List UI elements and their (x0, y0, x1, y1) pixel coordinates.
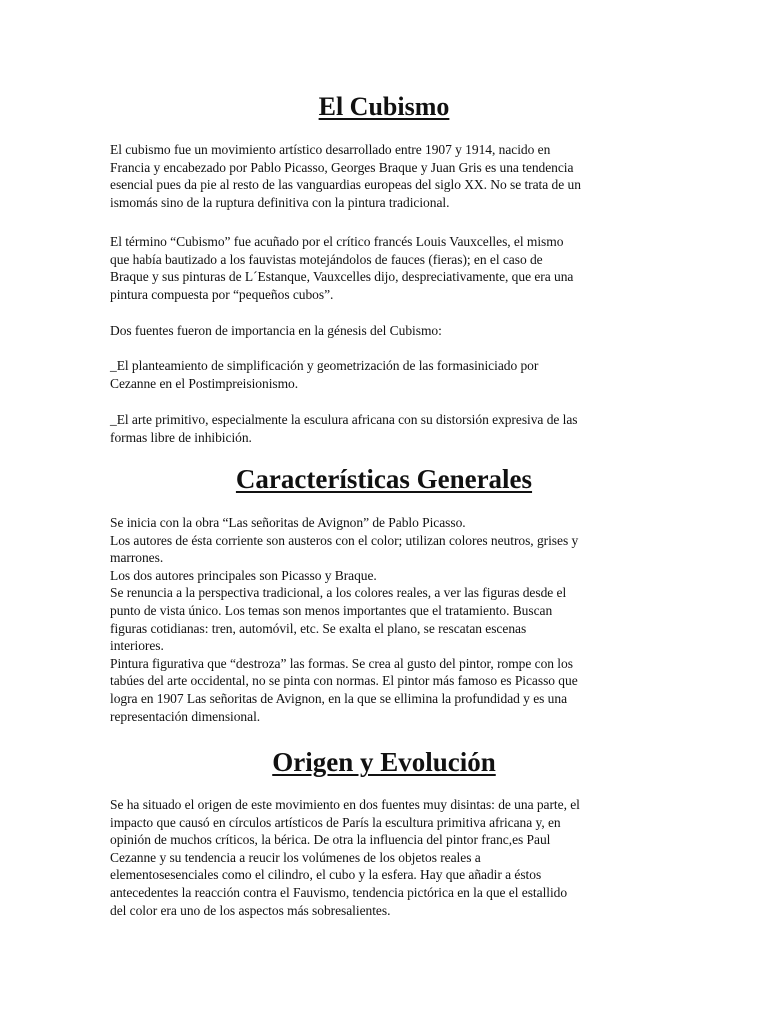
text-line: tabúes del arte occidental, no se pinta con normas. El pintor más famoso es Picasso que (110, 673, 578, 689)
text-line: pintura compuesta por “pequeños cubos”. (110, 286, 334, 302)
text-line: El término “Cubismo” fue acuñado por el crítico francés Louis Vauxcelles, el mismo (110, 234, 564, 249)
text-line: marrones. (110, 550, 164, 566)
text-line: punto de vista único. Los temas son menos importantes que el tratamiento. Buscan (110, 602, 553, 618)
text-line: que había bautizado a los fauvistas motejándolos de fauces (fieras); en el caso de (110, 251, 543, 267)
text-line: impacto que causó en círculos artísticos de París la escultura primitiva africana y, en (110, 814, 561, 830)
text-line: _El planteamiento de simplificación y geometrización de las formasiniciado por (110, 358, 539, 373)
text-line: elementosesenciales como el cilindro, el cubo y la esfera. Hay que añadir a éstos (110, 867, 542, 883)
source-one-paragraph (110, 357, 670, 392)
text-line: ismomás sino de la ruptura definitiva con la pintura tradicional. (110, 194, 450, 210)
text-line: Francia y encabezado por Pablo Picasso, Georges Braque y Juan Gris es una tendencia (110, 159, 574, 175)
term-paragraph (110, 233, 670, 303)
text-line: figuras cotidianas: tren, automóvil, etc. Se exalta el plano, se rescatan escenas (110, 620, 527, 636)
section-heading-origin: Origen y Evolución (272, 747, 496, 777)
text-line: interiores. (110, 638, 164, 654)
text-line: Los autores de ésta corriente son austeros con el color; utilizan colores neutros, grises y (110, 532, 579, 548)
text-line: Pintura figurativa que “destroza” las formas. Se crea al gusto del pintor, rompe con los (110, 655, 573, 671)
sources-intro-paragraph (110, 322, 670, 340)
text-line: _El arte primitivo, especialmente la esculura africana con su distorsión expresiva de las (110, 412, 578, 427)
text-line: representación dimensional. (110, 708, 261, 724)
text-line: del color era uno de los aspectos más sobresalientes. (110, 902, 391, 918)
text-line: Braque y sus pinturas de L´Estanque, Vauxcelles dijo, despreciativamente, que era una (110, 269, 574, 285)
text-line: Se ha situado el origen de este movimiento en dos fuentes muy disintas: de una parte, el (110, 797, 580, 812)
text-line: logra en 1907 Las señoritas de Avignon, en la que se ellimina la profundidad y es una (110, 690, 568, 706)
text-line: antecedentes la reacción contra el Fauvismo, tendencia pictórica en la que el estallido (110, 884, 568, 900)
intro-paragraph (110, 141, 670, 211)
text-line: esencial pues da pie al resto de las vanguardias europeas del siglo XX. No se trata de un (110, 177, 581, 193)
page-title: El Cubismo (318, 92, 450, 121)
section-heading-characteristics: Características Generales (235, 464, 533, 494)
text-line: El cubismo fue un movimiento artístico desarrollado entre 1907 y 1914, nacido en (110, 142, 551, 157)
text-line: Se inicia con la obra “Las señoritas de Avignon” de Pablo Picasso. (110, 515, 466, 530)
text-line: formas libre de inhibición. (110, 429, 252, 445)
text-line: Cezanne en el Postimpreisionismo. (110, 375, 299, 391)
text-line: Dos fuentes fueron de importancia en la génesis del Cubismo: (110, 323, 442, 338)
text-line: Se renuncia a la perspectiva tradicional, a los colores reales, a ver las figuras desde el (110, 585, 567, 601)
characteristics-paragraph (110, 514, 670, 725)
source-two-paragraph (110, 411, 670, 446)
text-line: opinión de muchos críticos, la bérica. De otra la influencia del pintor franc,es Paul (110, 832, 551, 848)
text-line: Los dos autores principales son Picasso y Braque. (110, 567, 377, 583)
text-line: Cezanne y su tendencia a reucir los volúmenes de los objetos reales a (110, 849, 481, 865)
origin-paragraph (110, 796, 670, 919)
